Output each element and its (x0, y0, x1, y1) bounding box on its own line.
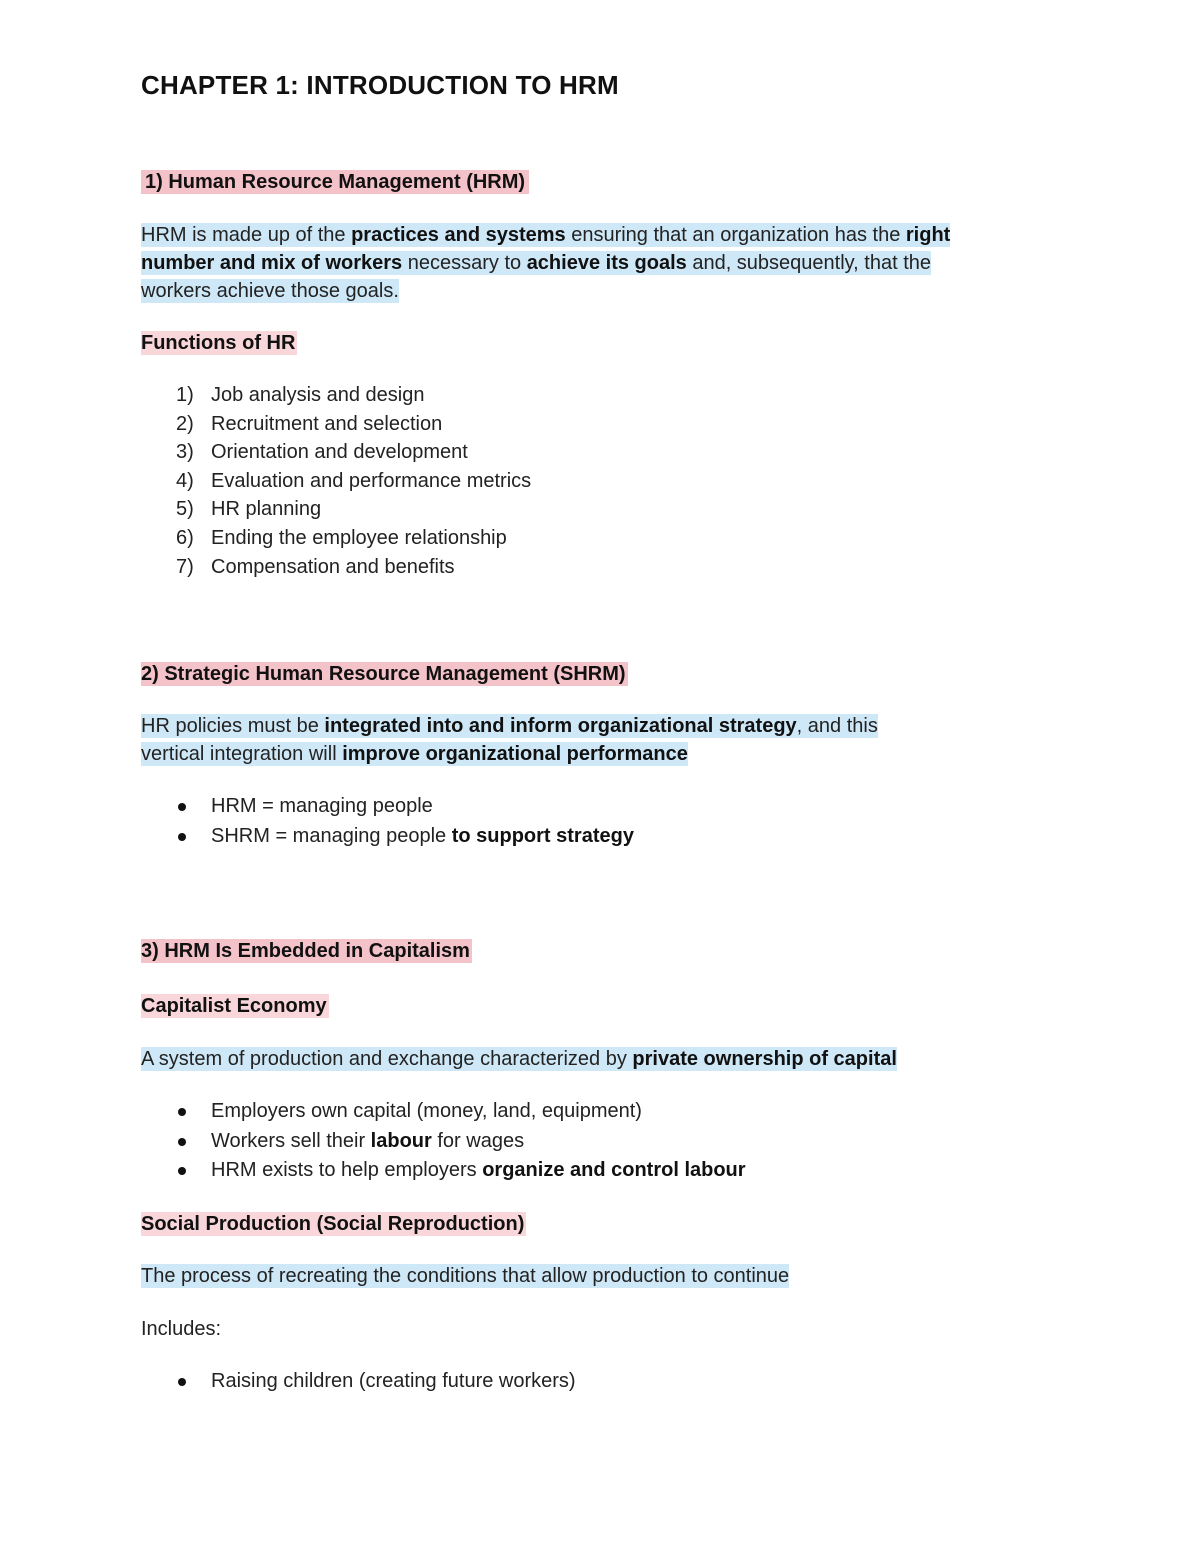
social-production-paragraph (141, 1262, 1001, 1290)
functions-list (141, 381, 531, 581)
list-item-text: Recruitment and selection (211, 412, 443, 435)
list-item (141, 1127, 746, 1157)
functions-heading (141, 330, 297, 356)
list-item-number: 2) (176, 412, 194, 435)
list-item-bold: organize and control labour (482, 1159, 746, 1181)
list-item-text: HRM exists to help employers (211, 1159, 483, 1181)
list-item (141, 381, 531, 410)
section2-bold-2: improve organizational performance (342, 743, 688, 765)
list-item (141, 1156, 746, 1186)
bullet-dot-icon (178, 833, 186, 841)
list-item-number: 7) (176, 555, 194, 578)
shrm-bullet-list (141, 792, 634, 851)
list-item (141, 1097, 746, 1127)
social-production-heading-text: Social Production (Social Reproduction) (141, 1213, 525, 1235)
list-item-bold: to support strategy (451, 824, 634, 847)
list-item-number: 1) (176, 384, 194, 406)
list-item-text: SHRM = managing people (211, 824, 452, 847)
capitalist-bold-1: private ownership of capital (632, 1048, 897, 1070)
list-item (141, 438, 531, 467)
section1-heading (141, 169, 529, 195)
capitalist-text-1: A system of production and exchange characterized by (141, 1048, 633, 1070)
list-item-text: Ending the employee relationship (211, 526, 507, 549)
list-item (141, 495, 531, 524)
section1-text-1: HRM is made up of the (141, 224, 352, 246)
social-production-heading (141, 1211, 526, 1237)
bullet-dot-icon (178, 1378, 186, 1386)
list-item-text: Employers own capital (money, land, equipment) (211, 1100, 642, 1122)
list-item-text: Workers sell their (211, 1129, 371, 1152)
section1-bold-1: practices and systems (351, 224, 566, 246)
list-item-bold: labour (370, 1129, 432, 1152)
section2-text-1: HR policies must be (141, 715, 325, 737)
includes-label: Includes: (141, 1318, 222, 1340)
section2-text-2: , and this vertical integration will (141, 715, 878, 765)
list-item-text: Orientation and development (211, 441, 468, 464)
section3-heading (141, 938, 472, 964)
list-item-text: HR planning (211, 498, 322, 521)
bullet-dot-icon (178, 1167, 186, 1175)
section2-bold-1: integrated into and inform organizational strategy (324, 715, 797, 737)
list-item (141, 822, 634, 852)
list-item-number: 5) (176, 498, 194, 521)
list-item-text: Job analysis and design (211, 384, 425, 406)
section1-text-4: and, subsequently, that the workers achieve those goals. (141, 252, 932, 302)
capitalist-economy-heading-text: Capitalist Economy (141, 995, 327, 1017)
list-item-number: 6) (176, 526, 194, 549)
list-item (141, 467, 531, 496)
section2-heading (141, 661, 628, 687)
section1-text-3: necessary to (402, 252, 527, 274)
list-item-text: HRM = managing people (211, 795, 433, 817)
list-item (141, 524, 531, 553)
section3-heading-text: 3) HRM Is Embedded in Capitalism (141, 940, 470, 962)
section1-text-2: ensuring that an organization has the (565, 224, 906, 246)
capitalist-economy-heading (141, 993, 329, 1019)
section2-paragraph (141, 712, 941, 768)
list-item (141, 410, 531, 439)
section1-bold-3: achieve its goals (526, 252, 687, 274)
list-item (141, 1367, 576, 1397)
list-item (141, 553, 531, 582)
list-item-number: 4) (176, 469, 194, 492)
capitalist-economy-paragraph (141, 1045, 1001, 1073)
list-item-text-after: for wages (431, 1129, 525, 1152)
chapter-title: CHAPTER 1: INTRODUCTION TO HRM (141, 70, 619, 100)
list-item-text: Raising children (creating future workers) (211, 1370, 576, 1392)
list-item-text: Evaluation and performance metrics (211, 469, 532, 492)
section1-paragraph (141, 221, 1001, 305)
section2-heading-text: 2) Strategic Human Resource Management (SHRM) (141, 663, 626, 685)
social-production-text: The process of recreating the conditions that allow production to continue (141, 1265, 790, 1287)
list-item (141, 792, 634, 822)
section1-bold-2: right number and mix of workers (141, 224, 951, 274)
bullet-dot-icon (178, 1138, 186, 1146)
list-item-text: Compensation and benefits (211, 555, 455, 578)
social-production-bullet-list (141, 1367, 576, 1397)
capitalism-bullet-list (141, 1097, 746, 1186)
list-item-number: 3) (176, 441, 194, 464)
section1-heading-text: 1) Human Resource Management (HRM) (141, 170, 529, 194)
bullet-dot-icon (178, 1108, 186, 1116)
functions-heading-text: Functions of HR (141, 332, 296, 354)
bullet-dot-icon (178, 803, 186, 811)
